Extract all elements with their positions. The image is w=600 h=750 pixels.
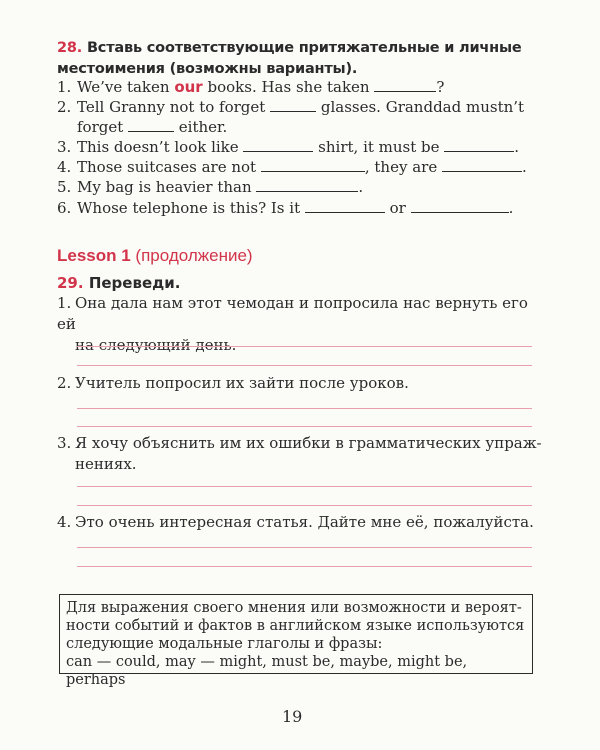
translate-sentence-4: 4. Это очень интересная статья. Дайте мне её, пожалуйста. — [57, 513, 534, 531]
answer-blank[interactable] — [243, 137, 313, 152]
example-answer: our — [174, 78, 203, 96]
task-29-title: 29. Переведи. — [57, 274, 181, 292]
answer-blank[interactable] — [444, 137, 514, 152]
answer-blank[interactable] — [374, 77, 436, 92]
exercise-line-2-cont: forget either. — [77, 118, 228, 136]
exercise-line-5: 5. My bag is heavier than . — [57, 178, 364, 196]
answer-blank[interactable] — [128, 117, 174, 132]
translate-sentence-2: 2. Учитель попросил их зайти после уроков. — [57, 374, 409, 392]
page-number: 19 — [282, 707, 303, 726]
answer-blank[interactable] — [256, 177, 358, 192]
writing-line[interactable] — [77, 566, 532, 567]
writing-line[interactable] — [77, 346, 532, 347]
writing-line[interactable] — [77, 486, 532, 487]
grammar-rule-box: Для выражения своего мнения или возможности и вероят- ности событий и фактов в английском языке используются следующие модальные глаголы и фразы: can — could, may — might, must be, maybe, might be, perhaps — [59, 594, 533, 674]
exercise-line-4: 4. Those suitcases are not , they are . — [57, 158, 527, 176]
translate-sentence-3: 3. Я хочу объяснить им их ошибки в грамматических упраж- нениях. — [57, 434, 542, 473]
answer-blank[interactable] — [442, 157, 522, 172]
exercise-line-1: 1. We’ve taken our books. Has she taken ? — [57, 78, 445, 96]
task-28-instruction: Вставь соответствующие притяжательные и личные местоимения (возможны варианты). — [57, 40, 522, 77]
answer-blank[interactable] — [305, 198, 385, 213]
task-28-number: 28. — [57, 40, 83, 56]
answer-blank[interactable] — [261, 157, 365, 172]
writing-line[interactable] — [77, 365, 532, 366]
task-29-number: 29. — [57, 274, 84, 292]
exercise-line-6: 6. Whose telephone is this? Is it or . — [57, 199, 514, 217]
lesson-heading: Lesson 1 (продолжение) — [57, 246, 253, 265]
answer-blank[interactable] — [270, 97, 316, 112]
writing-line[interactable] — [77, 505, 532, 506]
task-28-title — [57, 38, 547, 80]
answer-blank[interactable] — [411, 198, 509, 213]
exercise-line-3: 3. This doesn’t look like shirt, it must be . — [57, 138, 520, 156]
translate-sentence-1: 1. Она дала нам этот чемодан и попросила нас вернуть его ей на следующий день. — [57, 294, 528, 354]
writing-line[interactable] — [77, 408, 532, 409]
exercise-line-2: 2. Tell Granny not to forget glasses. Granddad mustn’t — [57, 98, 525, 116]
writing-line[interactable] — [77, 426, 532, 427]
writing-line[interactable] — [77, 547, 532, 548]
